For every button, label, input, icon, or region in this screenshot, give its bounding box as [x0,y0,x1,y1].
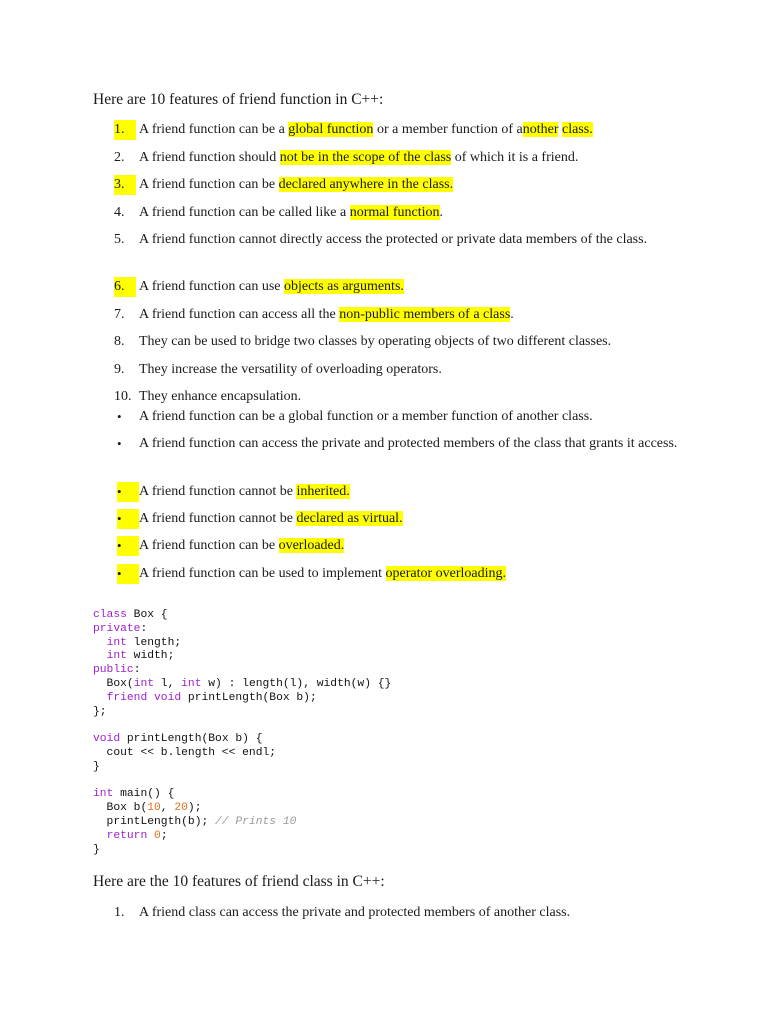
code-token [93,830,107,842]
highlighted-text: non-public members of a class [339,307,511,322]
text-run: . [439,205,444,220]
code-token: main() { [113,788,175,801]
list-item-text [139,175,679,195]
list-item-text [139,482,679,502]
code-token [147,830,154,842]
list-marker: 6. [114,277,136,297]
list-marker: 1. [114,120,136,140]
list-marker: 3. [114,175,136,195]
heading-friend-function: Here are 10 features of friend function in C++: [93,91,384,108]
text-run: A friend function can be a [139,122,289,137]
code-token: 0 [154,829,161,842]
text-run: . [510,307,514,322]
text-run: of which it is a friend. [451,150,579,165]
code-token: int [181,677,202,690]
code-token [93,692,107,704]
text-run: They increase the versatility of overloading operators. [139,362,442,377]
code-token: Box b( [93,802,148,815]
code-line [93,678,391,690]
code-token: void [154,691,182,704]
text-run: A friend function can use [139,279,285,294]
code-token: }; [93,705,107,718]
text-run: A friend class can access the private and protected members of another class. [139,905,571,920]
code-token: private [93,622,141,635]
list-item-text [139,277,679,297]
code-token [93,637,107,649]
code-line [93,609,168,621]
highlighted-text: declared anywhere in the class. [278,177,454,192]
list-item-text [139,120,679,140]
code-line [93,692,317,704]
code-token: return [106,829,148,842]
list-marker: 7. [114,307,125,322]
list-item-text [139,387,679,407]
code-token: int [106,636,127,649]
text-run: A friend function cannot directly access the protected or private data members of the class. [139,232,648,247]
code-token: friend [106,691,148,704]
highlighted-text: not be in the scope of the class [279,150,452,165]
code-token: } [93,843,100,856]
list-marker: 5. [114,232,125,247]
text-run: A friend function cannot be [139,511,297,526]
list-marker: • [117,482,139,502]
code-token: cout << b.length << endl; [93,746,277,759]
code-token: public [93,664,134,677]
list-item-text [139,509,679,529]
text-run: A friend function can access all the [139,307,340,322]
code-token: Box( [93,677,134,690]
code-token: : [133,664,141,677]
highlighted-text: inherited. [296,484,350,499]
text-run: They can be used to bridge two classes by operating objects of two different classes. [139,334,612,349]
list-item-text [139,360,679,380]
code-token: ); [187,802,202,815]
code-line [93,844,100,856]
highlighted-text: declared as virtual. [296,511,403,526]
list-marker: 2. [114,150,125,165]
list-item-text [139,536,679,556]
code-line [93,802,201,814]
text-run: A friend function can be a global function or a member function of another class. [139,409,593,424]
text-run: or a member function of a [373,122,523,137]
code-token: length; [126,636,182,649]
list-marker: • [117,564,139,584]
code-token: class [93,609,127,621]
code-token: // Prints 10 [215,815,297,828]
code-token: printLength(b); [93,815,216,828]
list-item-text [139,407,679,427]
code-token: : [140,622,148,635]
list-item-text [139,305,679,325]
code-line [93,747,276,759]
code-token [93,650,107,662]
list-item-text [139,564,679,584]
list-marker: • [117,509,139,529]
list-marker: 10. [114,389,132,404]
code-token: 20 [174,802,188,815]
code-block [93,609,391,857]
list-marker: 9. [114,362,125,377]
code-line [93,664,140,676]
list-item-text [139,203,679,223]
code-token: printLength(Box b) { [120,733,263,746]
code-token: l, [154,677,182,690]
code-token: int [106,650,127,663]
code-line [93,816,296,828]
list-marker: 1. [114,905,125,920]
list-marker: • [117,436,122,451]
code-line [93,637,181,649]
text-run: A friend function can be [139,177,279,192]
code-token: , [160,802,175,815]
text-run: A friend function can be called like a [139,205,350,220]
code-token: } [93,760,100,773]
list-item-text [139,230,679,250]
heading-friend-class: Here are the 10 features of friend class in C++: [93,873,385,890]
list-item-text [139,332,679,352]
code-line [93,706,107,718]
highlighted-text: overloaded. [278,538,345,553]
highlighted-text: normal function [349,205,440,220]
text-run: A friend function can be used to implement [139,566,386,581]
code-line [93,788,174,800]
highlighted-text: class. [561,122,593,137]
code-line [93,761,100,773]
code-token: width; [126,650,175,663]
list-item-text [139,903,679,923]
code-line [93,650,174,662]
code-line [93,830,168,842]
text-run: A friend function can access the private and protected members of the class that grants it access. [139,436,678,451]
code-token: 10 [147,802,161,815]
text-run: A friend function should [139,150,280,165]
text-run: They enhance encapsulation. [139,389,302,404]
code-token [147,692,154,704]
code-line [93,733,263,745]
list-marker: • [117,536,139,556]
highlighted-text: global function [288,122,374,137]
list-marker: 8. [114,334,125,349]
text-run: A friend function cannot be [139,484,297,499]
highlighted-text: objects as arguments. [284,279,404,294]
text-run: A friend function can be [139,538,279,553]
code-token: w) : length(l), width(w) {} [201,677,392,690]
code-line [93,623,147,635]
highlighted-text: nother [522,122,559,137]
highlighted-text: operator overloading. [385,566,507,581]
code-token: int [133,677,155,690]
code-token: void [93,733,121,746]
code-token: printLength(Box b); [181,691,317,704]
list-item-text [139,148,679,168]
list-item-text [139,434,679,454]
code-token: ; [160,829,168,842]
list-marker: 4. [114,205,125,220]
list-marker: • [117,409,122,424]
code-token: Box { [126,609,168,621]
code-token: int [93,788,114,801]
